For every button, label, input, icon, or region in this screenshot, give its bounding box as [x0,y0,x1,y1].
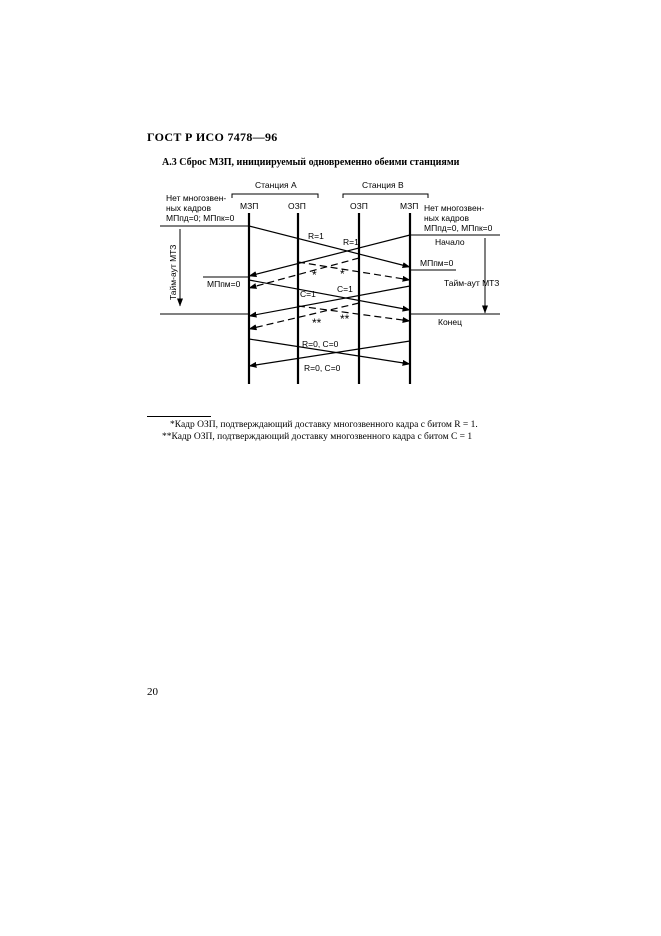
star-1: * [312,268,317,282]
right-mppm-label: МПпм=0 [420,258,454,268]
msg-c1-b-to-a [249,286,410,316]
left-note-line-3: МПпд=0; МПпк=0 [166,213,235,223]
msg-r0c0-label-2: R=0, C=0 [304,363,341,373]
star-2: * [340,267,345,281]
page-number: 20 [147,686,158,698]
msg-c1-a-label: C=1 [300,289,316,299]
footnote-2: **Кадр ОЗП, подтверждающий доставку многозвенного кадра с битом C = 1 [162,432,473,442]
msg-c1-a-to-b [249,280,410,310]
left-mppm-label: МПпм=0 [207,279,241,289]
right-start-label: Начало [435,237,465,247]
msg-r1-a-label: R=1 [308,231,324,241]
b-mzp-label: МЗП [400,201,419,211]
b-ozp-label: ОЗП [350,201,368,211]
a-ozp-label: ОЗП [288,201,306,211]
right-note-line-3: МПпд=0, МПпк=0 [424,223,493,233]
star-3: ** [312,316,322,330]
right-note-line-2: ных кадров [424,213,469,223]
right-end-label: Конец [438,317,462,327]
section-caption: А.3 Сброс МЗП, инициируемый одновременно обеими станциями [162,157,460,168]
msg-c1-b-label: C=1 [337,284,353,294]
left-timer-label: Тайм-аут МТЗ [168,244,178,300]
right-note-line-1: Нет многозвен- [424,203,485,213]
a-mzp-label: МЗП [240,201,259,211]
left-note-line-1: Нет многозвен- [166,193,227,203]
footnote-1: *Кадр ОЗП, подтверждающий доставку многозвенного кадра с битом R = 1. [170,420,478,430]
msg-r1-b-label: R=1 [343,237,359,247]
msg-r1-a-to-b [249,226,410,267]
msg-r0c0-label-1: R=0, C=0 [302,339,339,349]
right-timer-label: Тайм-аут МТЗ [444,278,500,288]
station-b-label: Станция В [362,180,404,190]
left-note-line-2: ных кадров [166,203,211,213]
station-b-bracket [343,194,428,198]
document-header: ГОСТ Р ИСО 7478—96 [147,130,278,144]
station-a-bracket [232,194,318,198]
station-a-label: Станция А [255,180,297,190]
star-4: ** [340,312,350,326]
msg-r1-b-to-a [249,235,410,276]
footnote-rule [147,416,211,417]
